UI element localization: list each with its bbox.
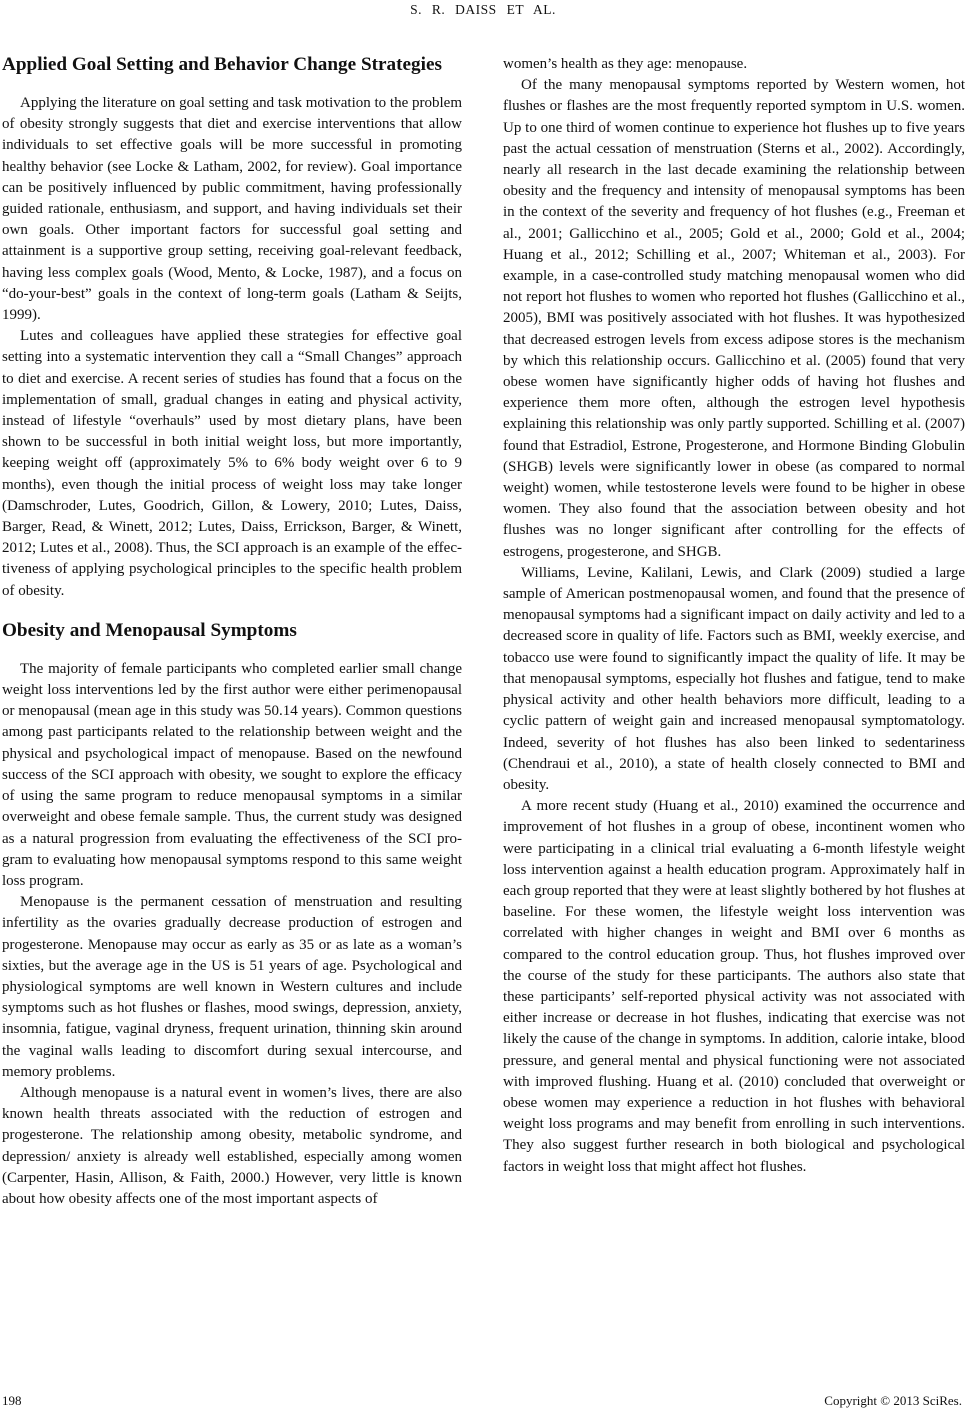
body-paragraph: A more recent study (Huang et al., 2010) examined the occurrence and improvement of hot flushes in a group of obese, incontinent women who were participating in a clinical trial evaluating a 6-month lifestyle weight loss intervention against a health education program. Approximately half in each group reported that they were at least slightly bothered by hot flushes at baseline. For these women, the lifestyle weight loss intervention was correlated with higher changes in weight and BMI over 6 months as compared to the control education group. Thus, hot flushes improved over the course of the study for these participants. The authors also state that these participants’ self-reported physical activity was not associated with either increase or decrease in hot flushes, indicating that exercise was not likely the cause of the change in symptoms. In addition, calorie intake, blood pressure, and general mental and physical functioning were not associated with improved flushing. Huang et al. (2010) concluded that overweight or obese women may experience a reduction in hot flushes with behavioral weight loss programs and may benefit from enrolling in such interventions. They also suggest further research in both biological and psychological factors in weight loss that might affect hot flushes. [503,798,965,1175]
body-paragraph: Of the many menopausal symptoms reported by Western women, hot flushes or flashes are the most frequently reported symptom in U.S. women. Up to one third of women continue to experience hot flushes up to five years past the actual cessation of menstruation (Sterns et al., 2002). Accordingly, nearly all research in the last decade examining the relationship between obesity and the frequency and intensity of menopausal symptoms has been in the context of the severity and frequency of hot flushes (e.g., Freeman et al., 2001; Gallicchino et al., 2005; Gold et al., 2000; Gold et al., 2004; Huang et al., 2012; Schilling et al., 2007; Whiteman et al., 2003). For example, in a case-controlled study matching menopausal women who did not report hot flushes to women who reported hot flushes (Gallicchino et al., 2005), BMI was positively associated with hot flushes. It was hypothesized that decreased estrogen levels from excess adipose stores is the mechanism by which this relationship occurs. Gallicchino et al. (2005) found that very obese women have significantly higher odds of having hot flushes and experience them more often, although the estrogen level hypothesis explaining this relationship was only partly supported. Schilling et al. (2007) found that Estradiol, Estrone, Progesterone, and Hormone Binding Globulin (SHGB) levels were significantly lower in obese (as compared to normal weight) women, while testosterone levels were found to be higher in obese women. They also found that the association between obesity and hot flushes was no longer significant after controlling for the effects of estrogens, progesterone, and SHGB. [503,77,965,560]
body-paragraph: Although menopause is a natural event in women’s lives, there are also known health threats associated with the reduction of estrogen and progesterone. The relationship among obesity, metabolic syndrome, and depression/ anxiety is already well established, especially among women (Carpenter, Hasin, Allison, & Faith, 2000.) However, very little is known about how obesity affects one of the most important aspects of [2,1084,462,1207]
body-paragraph: The majority of female participants who completed earlier small change weight loss interventions led by the first author were either perimenopausal or menopausal (mean age in this study was 50.14 years). Common questions among past participants related to the relationship between weight and the physical and psychological impact of menopause. Based on the newfound success of the SCI approach with obesity, we sought to explore the efficacy of using the same program to reduce menopausal symptoms in a similar overweight and obese female sample. Thus, the current study was designed as a natural progression from evaluating the effectiveness of the SCI program to evaluating how menopausal symptoms respond to this same weight loss program. [2,660,462,889]
section-heading-goal-setting: Applied Goal Setting and Behavior Change Strategies [2,54,442,75]
left-column [2,51,462,1210]
right-column [503,54,965,1178]
copyright-notice: Copyright © 2013 SciRes. [824,1393,962,1408]
body-paragraph: Lutes and colleagues have applied these strategies for effective goal setting into a systematic intervention they call a “Small Changes” approach to diet and exercise. A recent series of studies has found that a focus on the implementation of small, gradual changes in eating and physical activity, instead of lifestyle “overhauls” used by most dietary plans, have been shown to be successful in both initial weight loss, but more importantly, keeping weight off (approximately 5% to 6% body weight over 6 to 9 months), even though the initial process of weight loss may take longer (Damschroder, Lutes, Goodrich, Gillon, & Lowery, 2010; Lutes, Daiss, Barger, Read, & Winett, 2012; Lutes, Daiss, Errickson, Barger, & Winett, 2012; Lutes et al., 2008). Thus, the SCI approach is an example of the effectiveness of applying psychological principles to the specific health problem of obesity. [2,328,462,599]
running-head: S. R. DAISS ET AL. [410,2,556,17]
body-paragraph: Williams, Levine, Kalilani, Lewis, and Clark (2009) studied a large sample of American postmenopausal women, and found that the presence of menopausal symptoms had a significant impact on daily activity and led to a decreased score in quality of life. Factors such as BMI, weekly exercise, and tobacco use were found to significantly impact the quality of life. It may be that menopausal symptoms, especially hot flushes and fatigue, tend to make physical activity and other health behaviors more difficult, leading to a cyclic pattern of weight gain and increased menopausal symptomatology. Indeed, severity of hot flushes has also been linked to sedentariness (Chendraui et al., 2010), a state of health closely connected to BMI and obesity. [503,564,965,793]
body-paragraph: Applying the literature on goal setting and task motivation to the problem of obesity strongly suggests that diet and exercise interventions that allow individuals to set effective goals will be more successful in promoting healthy behavior (see Locke & Latham, 2002, for review). Goal importance can be positively influenced by public commitment, having professionally guided rationale, enthusiasm, and support, and having individuals set their own goals. Other important factors for successful goal setting and attainment is a supportive group setting, receiving goal-relevant feedback, having less complex goals (Wood, Mento, & Locke, 1987), and a focus on “do-your-best” goals in the context of long-term goals (Latham & Seijts, 1999). [2,95,462,324]
page-number: 198 [2,1393,22,1408]
section-heading-obesity-menopause: Obesity and Menopausal Symptoms [2,619,297,641]
body-paragraph-continuation: women’s health as they age: menopause. [503,56,748,72]
body-paragraph: Menopause is the permanent cessation of menstruation and resulting infertility as the ovaries gradually decrease production of estrogen and progesterone. Menopause may occur as early as 35 or as late as a woman’s sixties, but the average age in the US is 51 years of age. Psychological and physiological symptoms are well known in Western cultures and include symptoms such as hot flushes or flashes, mood swings, depression, anxiety, insomnia, fatigue, vaginal dryness, frequent urination, thinning skin around the vaginal walls leading to discomfort during sexual intercourse, and memory problems. [2,894,462,1080]
